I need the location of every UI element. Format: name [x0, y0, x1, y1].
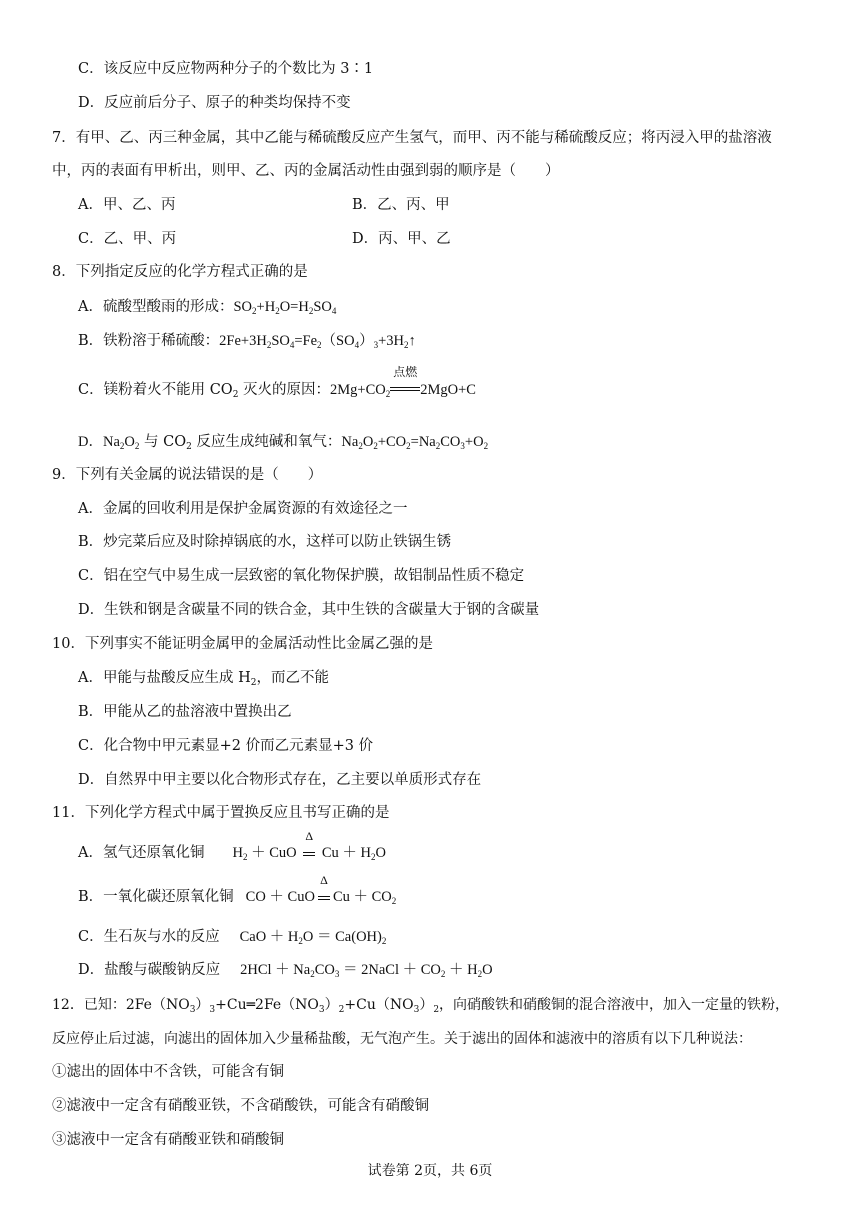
q9-stem: 9．下列有关金属的说法错误的是（ ） — [52, 467, 323, 483]
q12-statement-3: ③滤液中一定含有硝酸亚铁和硝酸铜 — [52, 1132, 284, 1148]
heat-condition-b: Δ — [315, 887, 333, 907]
q7-stem-line1: 7．有甲、乙、丙三种金属，其中乙能与稀硫酸反应产生氢气，而甲、丙不能与稀硫酸反应；将丙浸入甲的盐溶液 — [52, 130, 772, 146]
q12-stem-line2: 反应停止后过滤，向滤出的固体加入少量稀盐酸，无气泡产生。关于滤出的固体和滤液中的溶质有以下几种说法： — [52, 1031, 752, 1047]
q11-option-d: D．盐酸与碳酸钠反应 $2HCl + Na_2CO_3$ ＝ 2NaCl ＋ $CO_2 + H_2O$ — [78, 962, 493, 979]
q8-a-equation: $SO_2+H_2O=H_2SO_4$ — [233, 299, 337, 316]
q10-option-a: A．甲能与盐酸反应生成 $H_2$，而乙不能 — [78, 670, 329, 688]
q8-a-label: A．硫酸型酸雨的形成： — [78, 299, 234, 315]
q8-option-b — [78, 331, 416, 351]
q10-stem: 10．下列事实不能证明金属甲的金属活动性比金属乙强的是 — [52, 636, 433, 652]
q7-option-a: A．甲、乙、丙 — [78, 197, 176, 213]
q6-option-c: C．该反应中反应物两种分子的个数比为 3∶1 — [78, 61, 374, 77]
q7-option-b: B．乙、丙、甲 — [352, 197, 450, 213]
q7-option-d: D．丙、甲、乙 — [352, 231, 451, 247]
q8-b-equation: $2Fe+3H_2SO_4=Fe_2(SO_4)_3+3H_2↑$ — [219, 333, 416, 350]
q9-option-a: A．金属的回收利用是保护金属资源的有效途径之一 — [78, 501, 408, 517]
q12-stem-line1: 12．已知：$2Fe(NO_3)_3+Cu═2Fe(NO_3)_2+Cu(NO_3)_2$，向硝酸铁和硝酸铜的混合溶液中，加入一定量的铁粉， — [52, 997, 790, 1015]
q8-b-label: B．铁粉溶于稀硫酸： — [78, 333, 220, 349]
q10-option-d: D．自然界中甲主要以化合物形式存在，乙主要以单质形式存在 — [78, 772, 482, 788]
ignite-condition: 点燃 — [390, 380, 420, 400]
q7-option-c: C．乙、甲、丙 — [78, 231, 177, 247]
q8-option-c: C．镁粉着火不能用 $CO_2$ 灭火的原因：$2Mg+CO_2$ 点燃 2MgO+C — [78, 365, 476, 400]
q11-stem: 11．下列化学方程式中属于置换反应且书写正确的是 — [52, 805, 390, 821]
heat-condition-a: Δ — [300, 843, 318, 863]
q8-option-a — [78, 297, 336, 317]
q8-c-label: C．镁粉着火不能用 CO — [78, 382, 233, 398]
q9-option-d: D．生铁和钢是含碳量不同的铁合金，其中生铁的含碳量大于钢的含碳量 — [78, 602, 540, 618]
q8-d-equation: $Na_2O_2+CO_2=Na_2CO_3+O_2$ — [341, 434, 489, 451]
q6-option-d: D．反应前后分子、原子的种类均保持不变 — [78, 95, 351, 111]
q8-stem: 8．下列指定反应的化学方程式正确的是 — [52, 264, 308, 280]
q10-option-b: B．甲能从乙的盐溶液中置换出乙 — [78, 704, 292, 720]
q9-option-c: C．铝在空气中易生成一层致密的氧化物保护膜，故铝制品性质不稳定 — [78, 568, 525, 584]
q8-c-label2: 灭火的原因： — [238, 382, 331, 398]
q10-option-c: C．化合物中甲元素显+2 价而乙元素显+3 价 — [78, 738, 374, 754]
q9-option-b: B．炒完菜后应及时除掉锅底的水，这样可以防止铁锅生锈 — [78, 534, 452, 550]
q11-option-a: A．氢气还原氧化铜 $H_2$ ＋ CuO Δ $Cu + H_2O$ — [78, 829, 387, 862]
q11-option-c: C．生石灰与水的反应 CaO ＋ $H_2O = Ca(OH)_2$ — [78, 929, 387, 946]
q8-c-equation: $2Mg+CO_2$ 点燃 2MgO+C — [330, 365, 476, 399]
q11-option-b: B．一氧化碳还原氧化铜 CO ＋ CuO Δ $Cu + CO_2$ — [78, 873, 397, 906]
q12-statement-2: ②滤液中一定含有硝酸亚铁，不含硝酸铁，可能含有硝酸铜 — [52, 1098, 429, 1114]
q7-stem-line2: 中，丙的表面有甲析出，则甲、乙、丙的金属活动性由强到弱的顺序是（ ） — [52, 163, 560, 179]
page-footer: 试卷第 2页，共 6页 — [367, 1163, 493, 1179]
q8-option-d: D．$Na_2O_2$ 与 $CO_2$ 反应生成纯碱和氧气：$Na_2O_2+CO_2=Na_2CO_3+O_2$ — [78, 434, 489, 452]
q12-statement-1: ①滤出的固体中不含铁，可能含有铜 — [52, 1064, 284, 1080]
